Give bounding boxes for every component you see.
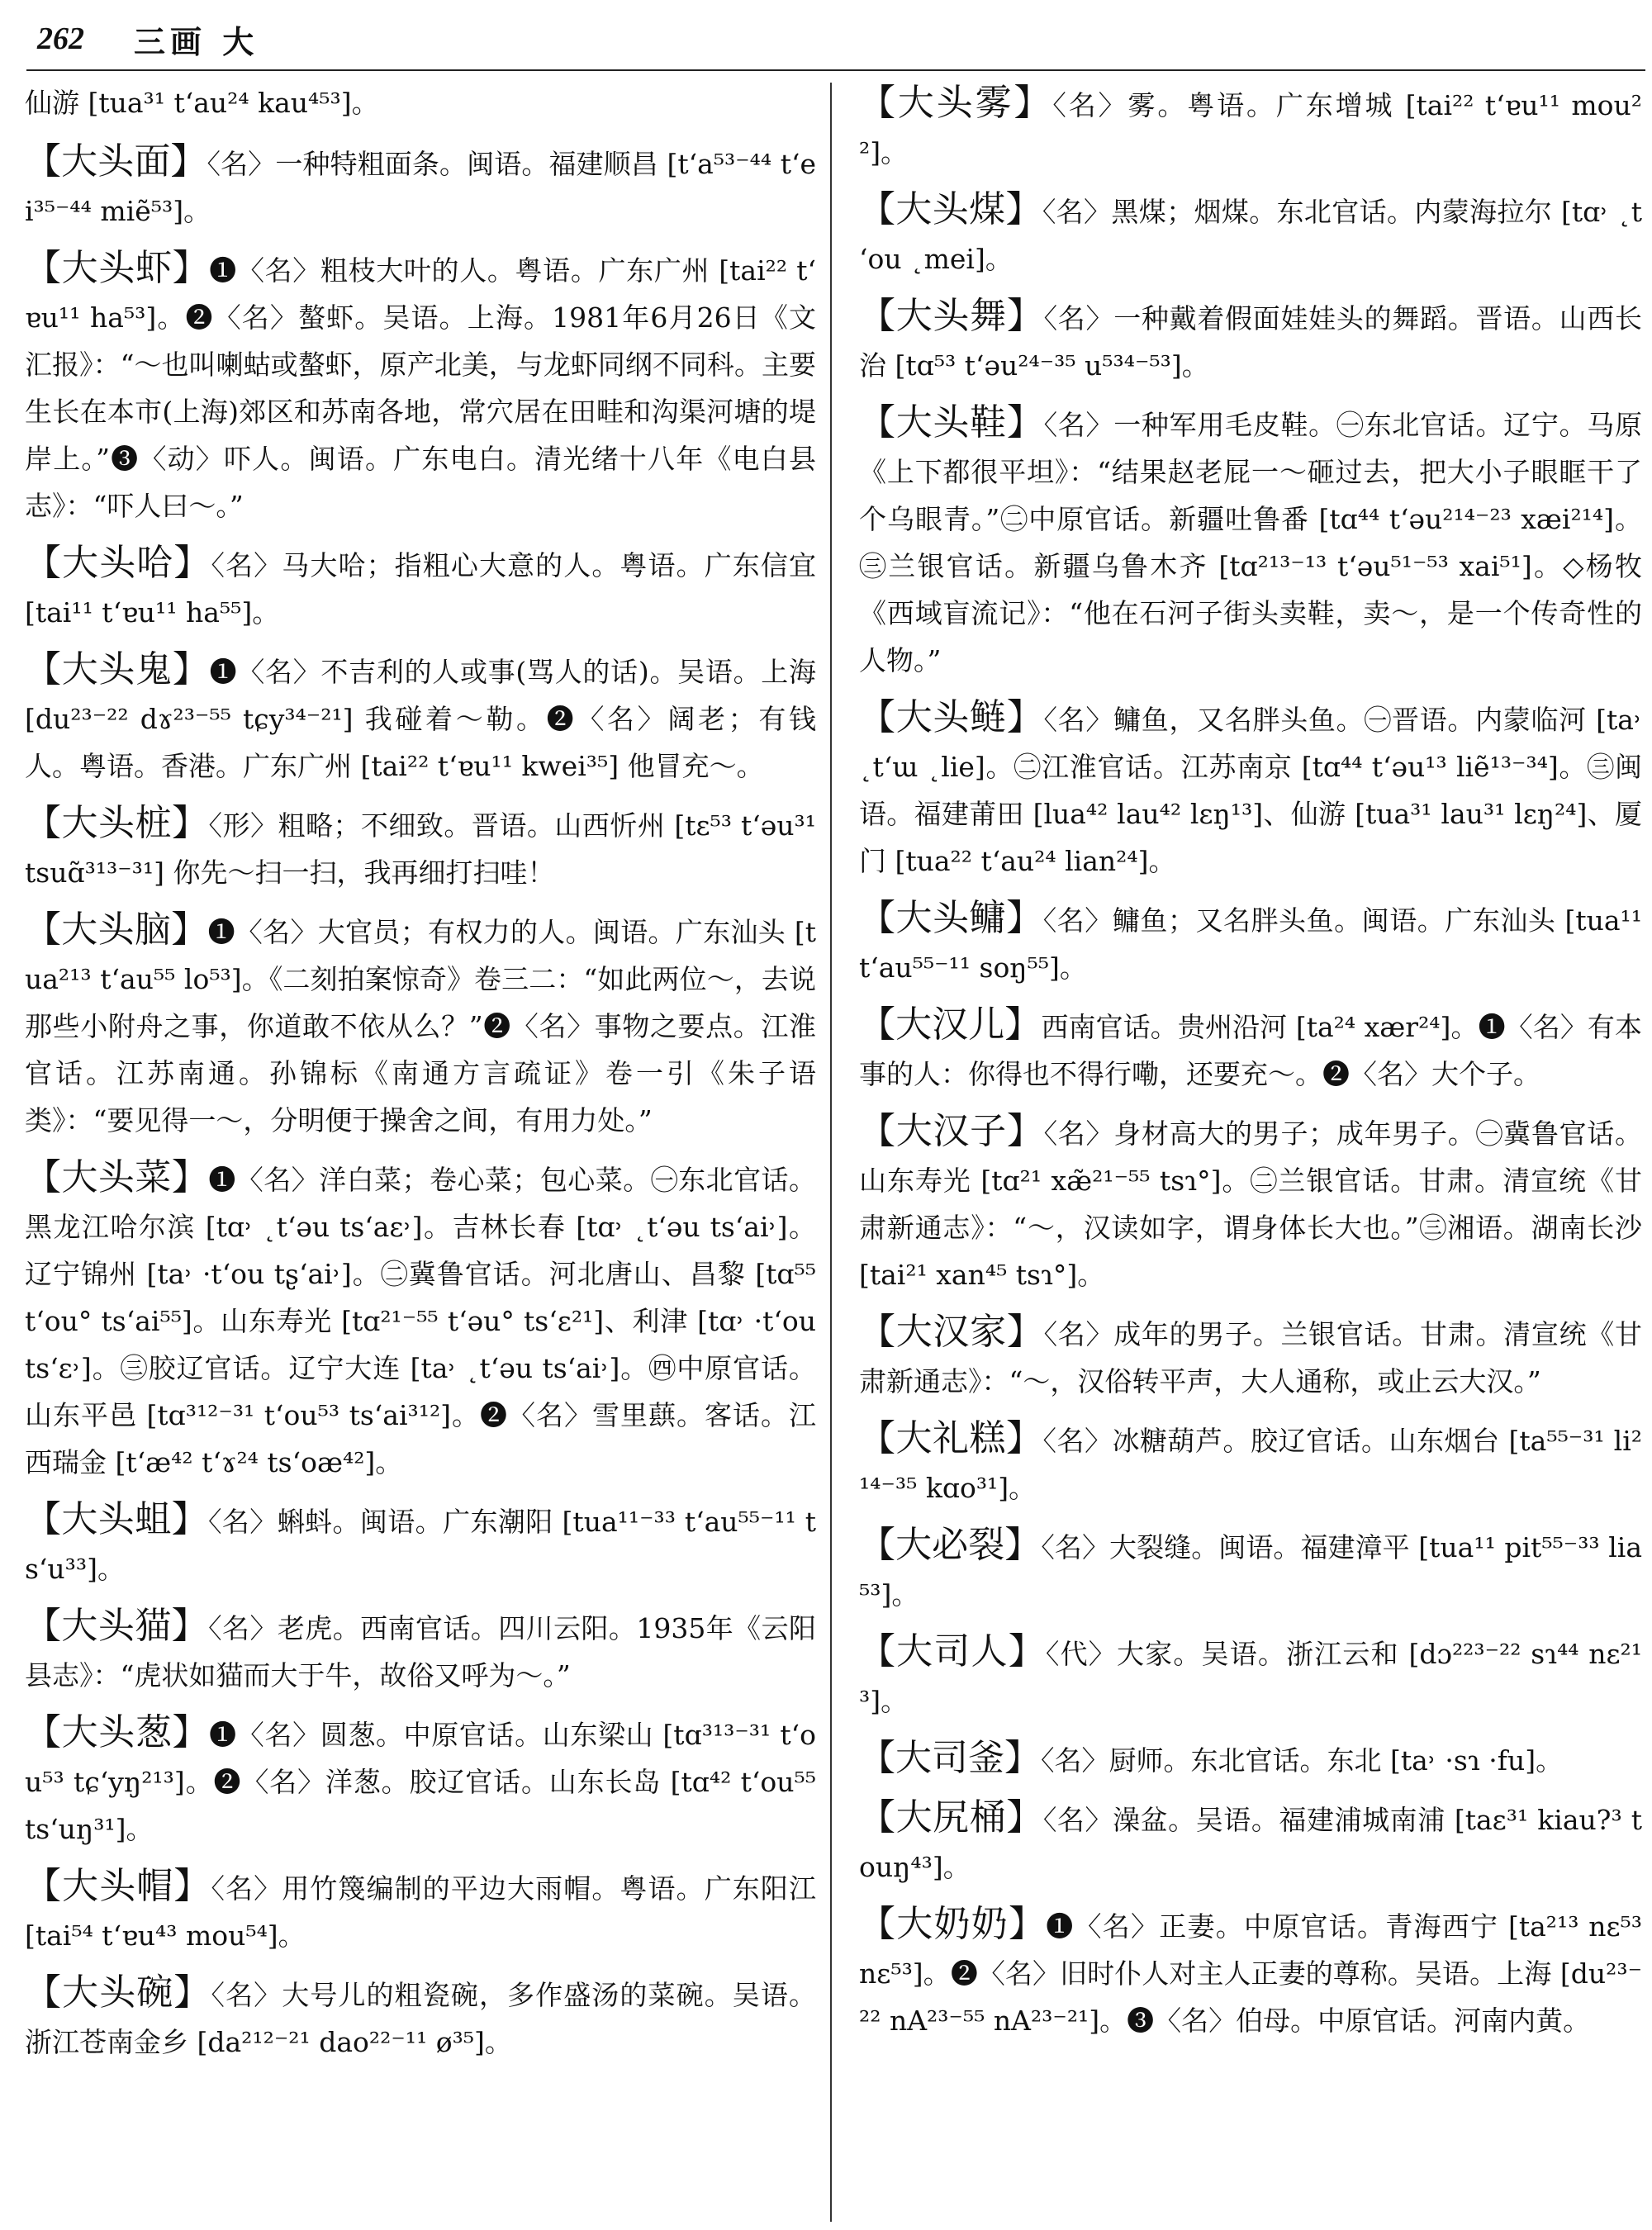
entry-headword: 【大头葱】 [25,1711,210,1753]
entry-definition: 〈名〉雾。粤语。广东增城 [tai²² tʻɐu¹¹ mou²²]。 [859,89,1642,168]
dictionary-entry [859,1001,1642,1098]
dictionary-entry [859,1521,1642,1618]
dictionary-entry [25,1862,816,1959]
entry-definition: 〈名〉鳙鱼；又名胖头鱼。闽语。广东汕头 [tua¹¹ tʻau⁵⁵⁻¹¹ soŋ⁵⁵]。 [859,904,1643,984]
continuation-text: 仙游 [tua³¹ tʻau²⁴ kau⁴⁵³]。 [25,87,379,119]
dictionary-entry [859,292,1642,389]
page-header [37,10,1652,68]
dictionary-entry [859,1308,1642,1405]
entry-definition: 〈名〉一种戴着假面娃娃头的舞蹈。晋语。山西长治 [tɑ⁵³ tʻəu²⁴⁻³⁵ u⁵³⁴⁻⁵³]。 [859,302,1643,382]
dictionary-entry [25,1969,816,2066]
entry-headword: 【大头鲢】 [859,696,1044,738]
dictionary-entry [859,79,1642,176]
dictionary-entry [859,1794,1642,1891]
dictionary-entry [25,1496,816,1592]
entry-definition: 〈名〉厨师。东北官话。东北 [ta˒ ·sɿ ·fu]。 [1041,1744,1564,1777]
entry-definition: 西南官话。贵州沿河 [ta²⁴ xær²⁴]。❶〈名〉有本事的人：你得也不得行嘞，还要充～。❷〈名〉大个子。 [859,1011,1643,1090]
entry-headword: 【大司釜】 [859,1737,1041,1779]
entry-headword: 【大汉家】 [859,1311,1044,1353]
entry-definition: 〈形〉粗略；不细致。晋语。山西忻州 [tɛ⁵³ tʻəu³¹ tsuɑ̃³¹³⁻³¹] 你先～扫一扫，我再细打扫哇！ [25,809,816,889]
dictionary-entry [25,1709,816,1853]
dictionary-entry [859,1900,1642,2044]
entry-headword: 【大礼糕】 [859,1417,1043,1459]
dictionary-entry [859,694,1642,885]
entry-definition: ❶〈名〉大官员；有权力的人。闽语。广东汕头 [tua²¹³ tʻau⁵⁵ lo⁵³]。《二刻拍案惊奇》卷三二：“如此两位～，去说那些小附舟之事，你道敢不依从么？”❷〈名〉事物之要点。江淮官话。江苏南通。孙锦标《南通方言疏证》卷一引《朱子语类》：“要见得一～，分明便于操舍之间，有用力处。” [25,916,816,1136]
entry-definition: 〈名〉用竹篾编制的平边大雨帽。粤语。广东阳江 [tai⁵⁴ tʻɐu⁴³ mou⁵⁴]。 [25,1872,817,1952]
entry-definition: 〈名〉成年的男子。兰银官话。甘肃。清宣统《甘肃新通志》：“～，汉俗转平声，大人通称，或止云大汉。” [859,1318,1643,1397]
entry-definition: 〈名〉一种军用毛皮鞋。㊀东北官话。辽宁。马原《上下都很平坦》：“结果赵老屁一～砸过去，把大小子眼眶干了个乌眼青。”㊁中原官话。新疆吐鲁番 [tɑ⁴⁴ tʻəu²¹⁴⁻²³ xæi²¹⁴]。㊂兰银官话。新疆乌鲁木齐 [tɑ²¹³⁻¹³ tʻəu⁵¹⁻⁵³ xai⁵¹]。◇杨牧《西域盲流记》：“他在石河子街头卖鞋，卖～，是一个传奇性的人物。” [859,409,1643,676]
dictionary-entry [25,906,816,1144]
entry-headword: 【大头鬼】 [25,648,210,690]
entry-definition: 〈代〉大家。吴语。浙江云和 [dɔ²²³⁻²² sɿ⁴⁴ nɛ²¹³]。 [859,1638,1643,1717]
entry-headword: 【大司人】 [859,1630,1046,1672]
entry-headword: 【大奶奶】 [859,1903,1047,1945]
entry-headword: 【大头哈】 [25,542,211,584]
dictionary-entry [859,1108,1642,1298]
dictionary-entry [25,646,816,790]
entry-headword: 【大尻桶】 [859,1796,1043,1839]
dictionary-entry [859,1415,1642,1511]
section-title: 三画 大 [134,23,259,60]
left-column [25,79,816,2076]
dictionary-entry [25,1154,816,1486]
entry-headword: 【大头碗】 [25,1971,211,2014]
entry-definition: 〈名〉鳙鱼，又名胖头鱼。㊀晋语。内蒙临河 [ta˒ ˛tʻɯ ˛lie]。㊁江淮官话。江苏南京 [tɑ⁴⁴ tʻəu¹³ liẽ¹³⁻³⁴]。㊂闽语。福建莆田 [lua⁴² lau⁴² lɛŋ¹³]、仙游 [tua³¹ lau³¹ lɛŋ²⁴]、厦门 [tua²² tʻau²⁴ lian²⁴]。 [859,704,1643,877]
entry-headword: 【大汉子】 [859,1110,1044,1152]
entry-definition: 〈名〉大裂缝。闽语。福建漳平 [tua¹¹ pit⁵⁵⁻³³ lia⁵³]。 [859,1531,1642,1611]
dictionary-entry [25,138,816,235]
entry-headword: 【大头鞋】 [859,401,1044,444]
entry-definition: 〈名〉黑煤；烟煤。东北官话。内蒙海拉尔 [tɑ˒ ˛tʻou ˛mei]。 [859,196,1643,275]
entry-headword: 【大头脑】 [25,909,208,951]
header-rule [26,69,1645,71]
right-entry-list [859,79,1642,2044]
entry-definition: 〈名〉一种特粗面条。闽语。福建顺昌 [tʻa⁵³⁻⁴⁴ tʻei³⁵⁻⁴⁴ miẽ⁵³]。 [25,148,816,227]
page-number: 262 [37,21,84,56]
dictionary-entry [859,1734,1642,1784]
column-divider [830,83,832,2222]
entry-definition: 〈名〉老虎。西南官话。四川云阳。1935年《云阳县志》：“虎状如猫而大于牛，故俗又呼为～。” [25,1612,817,1691]
entry-definition: ❶〈名〉洋白菜；卷心菜；包心菜。㊀东北官话。黑龙江哈尔滨 [tɑ˒ ˛tʻəu tsʻaɛ˒]。吉林长春 [tɑ˒ ˛tʻəu tsʻai˒]。辽宁锦州 [ta˒ ·tʻou tʂʻai˒]。㊁冀鲁官话。河北唐山、昌黎 [tɑ⁵⁵ tʻou° tsʻai⁵⁵]。山东寿光 [tɑ²¹⁻⁵⁵ tʻəu° tsʻɛ²¹]、利津 [tɑ˒ ·tʻou tsʻɛ˒]。㊂胶辽官话。辽宁大连 [ta˒ ˛tʻəu tsʻai˒]。㊃中原官话。山东平邑 [tɑ³¹²⁻³¹ tʻou⁵³ tsʻai³¹²]。❷〈名〉雪里蕻。客话。江西瑞金 [tʻæ⁴² tʻɤ²⁴ tsʻoæ⁴²]。 [25,1164,817,1478]
entry-headword: 【大头煤】 [859,188,1042,230]
left-entry-list [25,138,816,2066]
dictionary-entry [859,399,1642,684]
right-column [859,79,1642,2054]
entry-definition: 〈名〉马大哈；指粗心大意的人。粤语。广东信宜 [tai¹¹ tʻɐu¹¹ ha⁵⁵]。 [25,549,817,629]
entry-headword: 【大头帽】 [25,1865,211,1907]
entry-headword: 【大头猫】 [25,1605,209,1647]
entry-headword: 【大必裂】 [859,1524,1042,1566]
entry-headword: 【大头鳙】 [859,897,1043,939]
dictionary-entry [25,1602,816,1699]
entry-headword: 【大头面】 [25,140,207,183]
entry-headword: 【大头舞】 [859,295,1044,337]
entry-definition: 〈名〉大号儿的粗瓷碗，多作盛汤的菜碗。吴语。浙江苍南金乡 [da²¹²⁻²¹ dao²²⁻¹¹ ø³⁵]。 [25,1979,817,2058]
entry-headword: 【大头蛆】 [25,1498,208,1540]
dictionary-entry [25,799,816,896]
entry-definition: ❶〈名〉不吉利的人或事(骂人的话)。吴语。上海 [du²³⁻²² dɤ²³⁻⁵⁵ tɕy³⁴⁻²¹] 我碰着～勒。❷〈名〉阔老；有钱人。粤语。香港。广东广州 [tai²² tʻɐu¹¹ kwei³⁵] 他冒充～。 [25,656,817,782]
entry-definition: ❶〈名〉粗枝大叶的人。粤语。广东广州 [tai²² tʻɐu¹¹ ha⁵³]。❷〈名〉螯虾。吴语。上海。1981年6月26日《文汇报》：“～也叫喇蛄或螯虾，原产北美，与龙虾同纲不同科。主要生长在本市(上海)郊区和苏南各地，常穴居在田畦和沟渠河塘的堤岸上。”❸〈动〉吓人。闽语。广东电白。清光绪十八年《电白县志》：“吓人曰～。” [25,254,816,522]
entry-headword: 【大头桩】 [25,802,209,844]
entry-headword: 【大头虾】 [25,247,210,289]
dictionary-entry [859,186,1642,282]
dictionary-entry [25,539,816,636]
entry-definition: 〈名〉澡盆。吴语。福建浦城南浦 [taɛ³¹ kiau?³ touŋ⁴³]。 [859,1804,1642,1883]
dictionary-entry [859,894,1642,991]
entry-headword: 【大头菜】 [25,1156,209,1198]
dictionary-entry [859,1628,1642,1725]
dictionary-entry [25,244,816,529]
entry-headword: 【大头雾】 [859,82,1053,124]
entry-definition: 〈名〉冰糖葫芦。胶辽官话。山东烟台 [ta⁵⁵⁻³¹ li²¹⁴⁻³⁵ kɑo³¹]。 [859,1425,1643,1504]
entry-definition: 〈名〉身材高大的男子；成年男子。㊀冀鲁官话。山东寿光 [tɑ²¹ xæ̃²¹⁻⁵⁵ tsɿ°]。㊁兰银官话。甘肃。清宣统《甘肃新通志》：“～，汉读如字，谓身体长大也。”㊂湘语。湖南长沙 [tai²¹ xan⁴⁵ tsɿ°]。 [859,1117,1643,1291]
entry-headword: 【大汉儿】 [859,1004,1042,1046]
entry-definition: ❶〈名〉正妻。中原官话。青海西宁 [ta²¹³ nɛ⁵³ nɛ⁵³]。❷〈名〉旧时仆人对主人正妻的尊称。吴语。上海 [du²³⁻²² nA²³⁻⁵⁵ nA²³⁻²¹]。❸〈名〉伯母。中原官话。河南内黄。 [859,1910,1642,2037]
entry-definition: ❶〈名〉圆葱。中原官话。山东梁山 [tɑ³¹³⁻³¹ tʻou⁵³ tɕʻyŋ²¹³]。❷〈名〉洋葱。胶辽官话。山东长岛 [tɑ⁴² tʻou⁵⁵ tsʻuŋ³¹]。 [25,1719,817,1845]
entry-definition: 〈名〉蝌蚪。闽语。广东潮阳 [tua¹¹⁻³³ tʻau⁵⁵⁻¹¹ tsʻu³³]。 [25,1506,816,1585]
